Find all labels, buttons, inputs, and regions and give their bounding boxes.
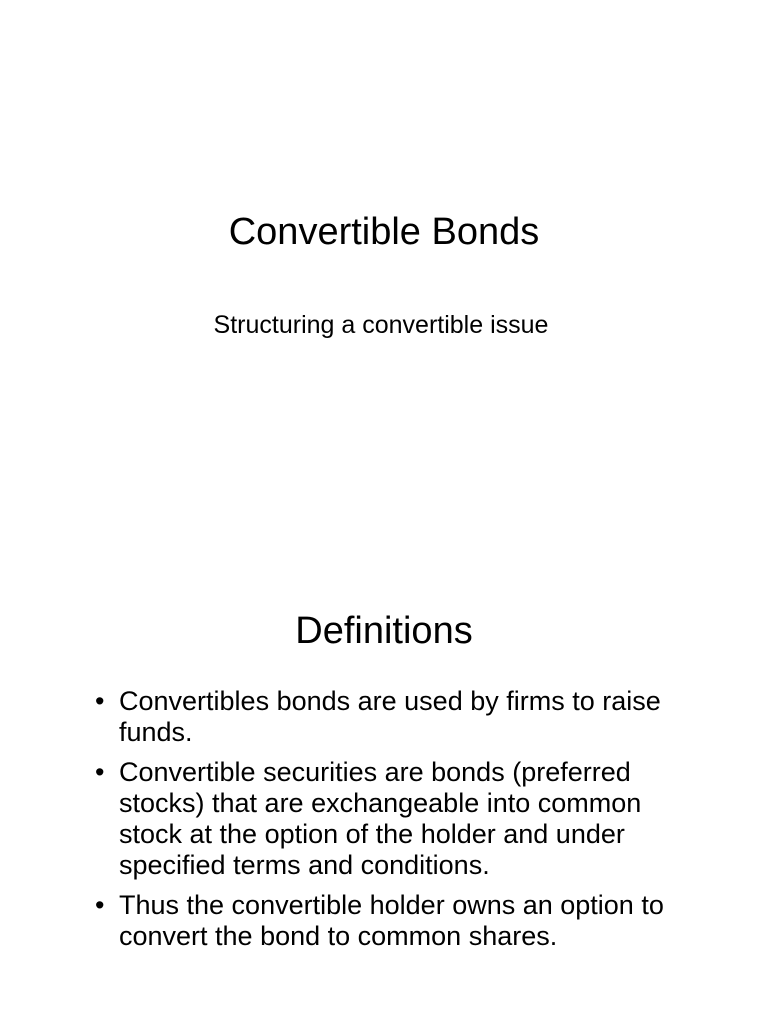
bullet-item (95, 686, 685, 748)
bullet-text: Thus the convertible holder owns an option to convert the bond to common shares. (119, 890, 664, 951)
bullet-icon: • (95, 890, 105, 920)
bullet-list (95, 686, 685, 961)
definitions-slide (0, 512, 768, 1024)
bullet-icon: • (95, 686, 105, 716)
slide-title: Convertible Bonds (228, 211, 540, 253)
slide-subtitle: Structuring a convertible issue (213, 311, 549, 339)
slide-title: Definitions (295, 610, 473, 652)
bullet-item (95, 890, 685, 952)
bullet-text: Convertibles bonds are used by firms to raise funds. (119, 686, 661, 747)
bullet-text: Convertible securities are bonds (preferred stocks) that are exchangeable into common stock at the option of the holder and under specified terms and conditions. (119, 757, 642, 880)
bullet-item (95, 757, 685, 881)
bullet-icon: • (95, 757, 105, 787)
